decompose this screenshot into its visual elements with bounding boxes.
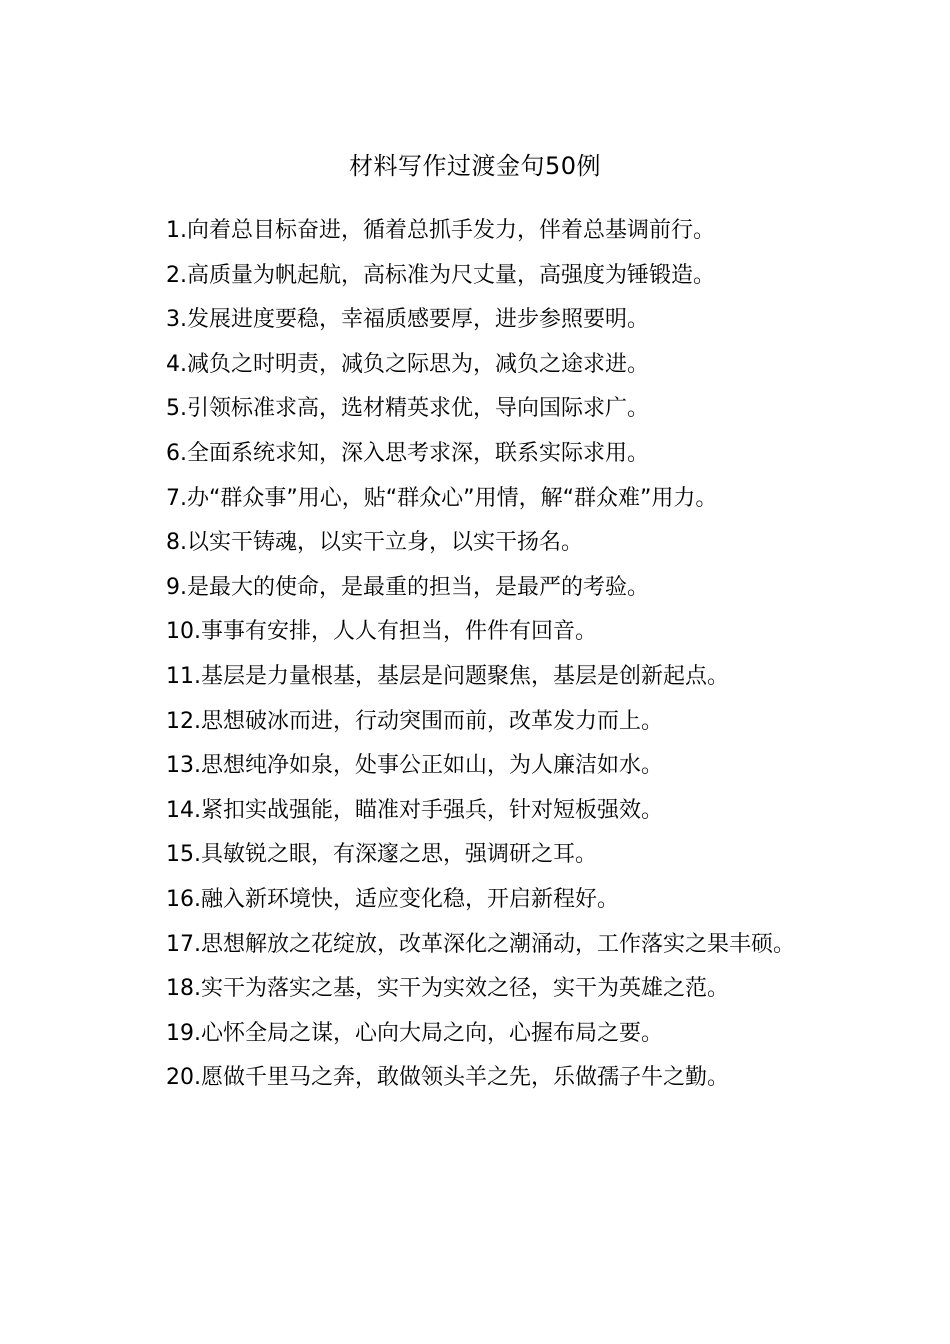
list-item: 3.发展进度要稳，幸福质感要厚，进步参照要明。 bbox=[166, 307, 649, 333]
list-item: 9.是最大的使命，是最重的担当，是最严的考验。 bbox=[166, 574, 649, 600]
list-item: 17.思想解放之花绽放，改革深化之潮涌动，工作落实之果丰硕。 bbox=[166, 931, 795, 957]
list-item: 5.引领标准求高，选材精英求优，导向国际求广。 bbox=[166, 396, 649, 422]
list-item: 4.减负之时明责，减负之际思为，减负之途求进。 bbox=[166, 351, 649, 377]
list-item: 16.融入新环境快，适应变化稳，开启新程好。 bbox=[166, 886, 619, 912]
list-item: 14.紧扣实战强能，瞄准对手强兵，针对短板强效。 bbox=[166, 797, 663, 823]
list-item: 6.全面系统求知，深入思考求深，联系实际求用。 bbox=[166, 440, 649, 466]
list-item: 2.高质量为帆起航，高标准为尺丈量，高强度为锤锻造。 bbox=[166, 262, 715, 288]
list-item: 11.基层是力量根基，基层是问题聚焦，基层是创新起点。 bbox=[166, 663, 729, 689]
list-item: 7.办“群众事”用心，贴“群众心”用情，解“群众难”用力。 bbox=[166, 485, 718, 511]
list-item: 20.愿做千里马之奔，敢做领头羊之先，乐做孺子牛之勤。 bbox=[166, 1065, 729, 1091]
list-item: 8.以实干铸魂，以实干立身，以实干扬名。 bbox=[166, 530, 583, 556]
list-item: 13.思想纯净如泉，处事公正如山，为人廉洁如水。 bbox=[166, 753, 663, 779]
list-item: 10.事事有安排，人人有担当，件件有回音。 bbox=[166, 619, 597, 645]
list-item: 12.思想破冰而进，行动突围而前，改革发力而上。 bbox=[166, 708, 663, 734]
list-item: 15.具敏锐之眼，有深邃之思，强调研之耳。 bbox=[166, 842, 597, 868]
list-item: 1.向着总目标奋进，循着总抓手发力，伴着总基调前行。 bbox=[166, 218, 715, 243]
list-item: 18.实干为落实之基，实干为实效之径，实干为英雄之范。 bbox=[166, 976, 729, 1002]
list-item: 19.心怀全局之谋，心向大局之向，心握布局之要。 bbox=[166, 1020, 663, 1046]
document-body bbox=[118, 209, 808, 1101]
document-title: 材料写作过渡金句50例 bbox=[348, 152, 602, 180]
